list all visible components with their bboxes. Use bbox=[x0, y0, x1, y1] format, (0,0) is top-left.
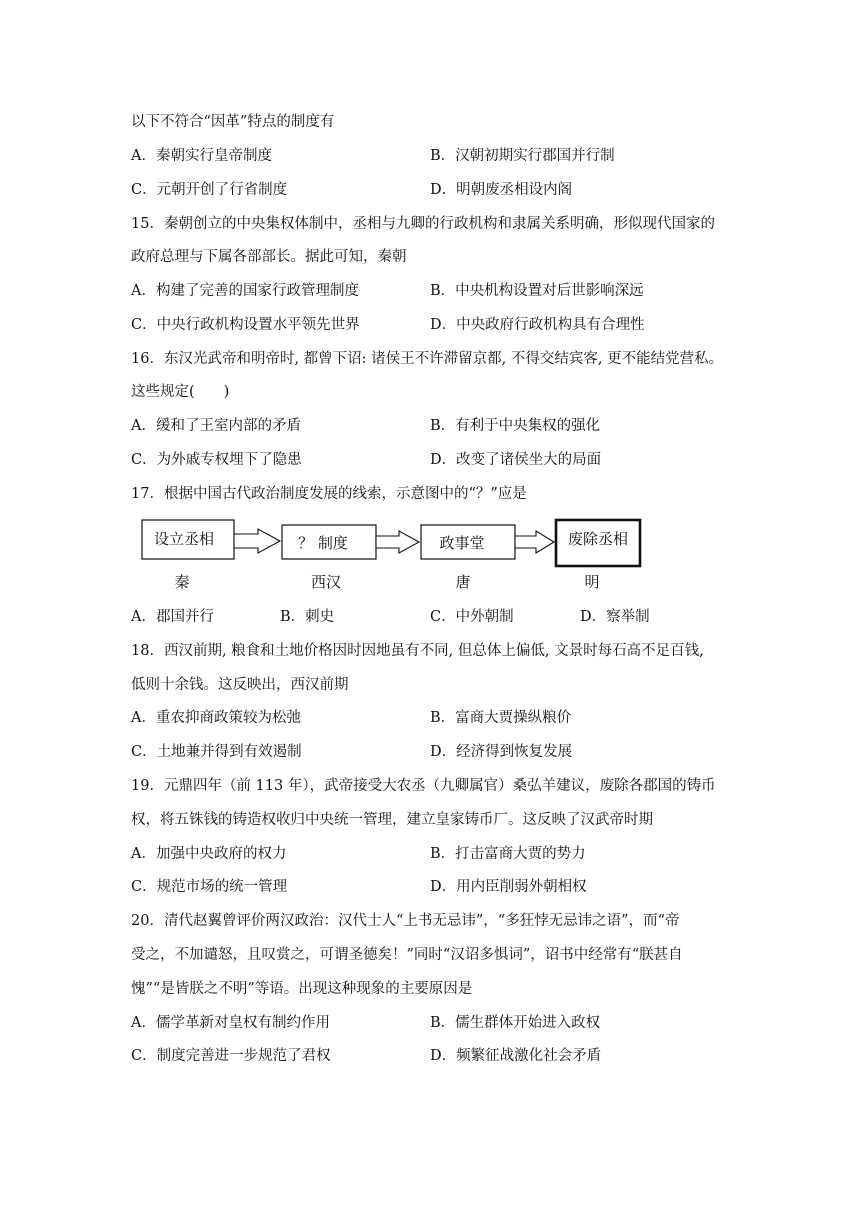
q20-option-b: B．儒生群体开始进入政权 bbox=[430, 1015, 601, 1031]
q18-stem-line1: 18．西汉前期, 粮食和土地价格因时因地虽有不同, 但总体上偏低, 文景时每石高不足百钱, bbox=[131, 643, 704, 659]
q16-option-b: B．有利于中央集权的强化 bbox=[430, 418, 601, 434]
q20-option-c: C．制度完善进一步规范了君权 bbox=[131, 1048, 331, 1064]
diagram-box-label-4: 废除丞相 bbox=[567, 530, 629, 548]
q15-option-c: C．中央行政机构设置水平领先世界 bbox=[131, 317, 360, 333]
q19-option-b: B．打击富商大贾的势力 bbox=[430, 846, 586, 862]
diagram-arrow-1 bbox=[234, 529, 280, 553]
q14-option-a: A．秦朝实行皇帝制度 bbox=[131, 148, 272, 164]
q15-stem-line2: 政府总理与下属各部部长。据此可知，秦朝 bbox=[131, 249, 407, 265]
q16-option-d: D．改变了诸侯坐大的局面 bbox=[430, 452, 602, 468]
q18-stem-line2: 低则十余钱。这反映出，西汉前期 bbox=[131, 677, 349, 693]
q17-stem: 17．根据中国古代政治制度发展的线索，示意图中的“？”应是 bbox=[131, 486, 527, 502]
q15-option-b: B．中央机构设置对后世影响深远 bbox=[430, 283, 644, 299]
q17-option-a: A．郡国并行 bbox=[131, 609, 214, 625]
q16-option-a: A．缓和了王室内部的矛盾 bbox=[131, 418, 301, 434]
diagram-box-label-1: 设立丞相 bbox=[153, 530, 215, 548]
q18-option-a: A．重农抑商政策较为松弛 bbox=[131, 710, 301, 726]
q20-stem-line3: 愧”“是皆朕之不明”等语。出现这种现象的主要原因是 bbox=[131, 981, 473, 997]
q20-option-a: A．儒学革新对皇权有制约作用 bbox=[131, 1015, 330, 1031]
diagram-box-label-2: ？ 制度 bbox=[298, 534, 348, 552]
q17-option-d: D．察举制 bbox=[580, 609, 650, 625]
q19-stem-line1: 19．元鼎四年（前 113 年），武帝接受大农丞（九卿属官）桑弘羊建议，废除各郡国的铸币 bbox=[131, 778, 716, 794]
diagram-era-western-han: 西汉 bbox=[310, 573, 342, 591]
q14-option-d: D．明朝废丞相设内阁 bbox=[430, 182, 573, 198]
q14-option-b: B．汉朝初期实行郡国并行制 bbox=[430, 148, 615, 164]
q20-stem-line1: 20．清代赵翼曾评价两汉政治：汉代士人“上书无忌讳”，“多狂悖无忌讳之语”，而“帝 bbox=[131, 913, 680, 929]
q18-option-c: C．土地兼并得到有效遏制 bbox=[131, 744, 302, 760]
diagram-box-label-3: 政事堂 bbox=[439, 534, 485, 552]
q19-option-d: D．用内臣削弱外朝相权 bbox=[430, 879, 587, 895]
diagram-arrow-3 bbox=[515, 531, 554, 553]
diagram-era-ming: 明 bbox=[584, 573, 600, 591]
q19-option-c: C．规范市场的统一管理 bbox=[131, 879, 288, 895]
q18-option-b: B．富商大贾操纵粮价 bbox=[430, 710, 572, 726]
diagram-era-qin: 秦 bbox=[174, 573, 190, 591]
q18-option-d: D．经济得到恢复发展 bbox=[430, 744, 573, 760]
q17-option-c: C．中外朝制 bbox=[430, 609, 514, 625]
q15-option-a: A．构建了完善的国家行政管理制度 bbox=[131, 283, 359, 299]
q15-stem-line1: 15．秦朝创立的中央集权体制中，丞相与九卿的行政机构和隶属关系明确，形似现代国家的 bbox=[131, 216, 715, 232]
q15-option-d: D．中央政府行政机构具有合理性 bbox=[430, 317, 645, 333]
q17-diagram bbox=[140, 517, 650, 597]
q16-stem-line1: 16．东汉光武帝和明帝时, 都曾下诏: 诸侯王不许滞留京都, 不得交结宾客, 更不能结党营私。 bbox=[131, 351, 724, 367]
q17-option-b: B．刺史 bbox=[280, 609, 335, 625]
diagram-arrow-2 bbox=[376, 531, 419, 553]
q20-option-d: D．频繁征战激化社会矛盾 bbox=[430, 1048, 602, 1064]
q20-stem-line2: 受之，不加谴怒，且叹赏之，可谓圣德矣！”同时“汉诏多惧词”，诏书中经常有“朕甚自 bbox=[131, 947, 683, 963]
q16-stem-line2: 这些规定( ) bbox=[131, 384, 230, 400]
diagram-era-tang: 唐 bbox=[455, 573, 471, 591]
q14-option-c: C．元朝开创了行省制度 bbox=[131, 182, 288, 198]
q19-stem-line2: 权，将五铢钱的铸造权收归中央统一管理，建立皇家铸币厂。这反映了汉武帝时期 bbox=[131, 812, 653, 828]
q19-option-a: A．加强中央政府的权力 bbox=[131, 846, 287, 862]
q16-option-c: C．为外戚专权埋下了隐患 bbox=[131, 452, 302, 468]
q14-stem: 以下不符合“因革”特点的制度有 bbox=[131, 114, 335, 130]
